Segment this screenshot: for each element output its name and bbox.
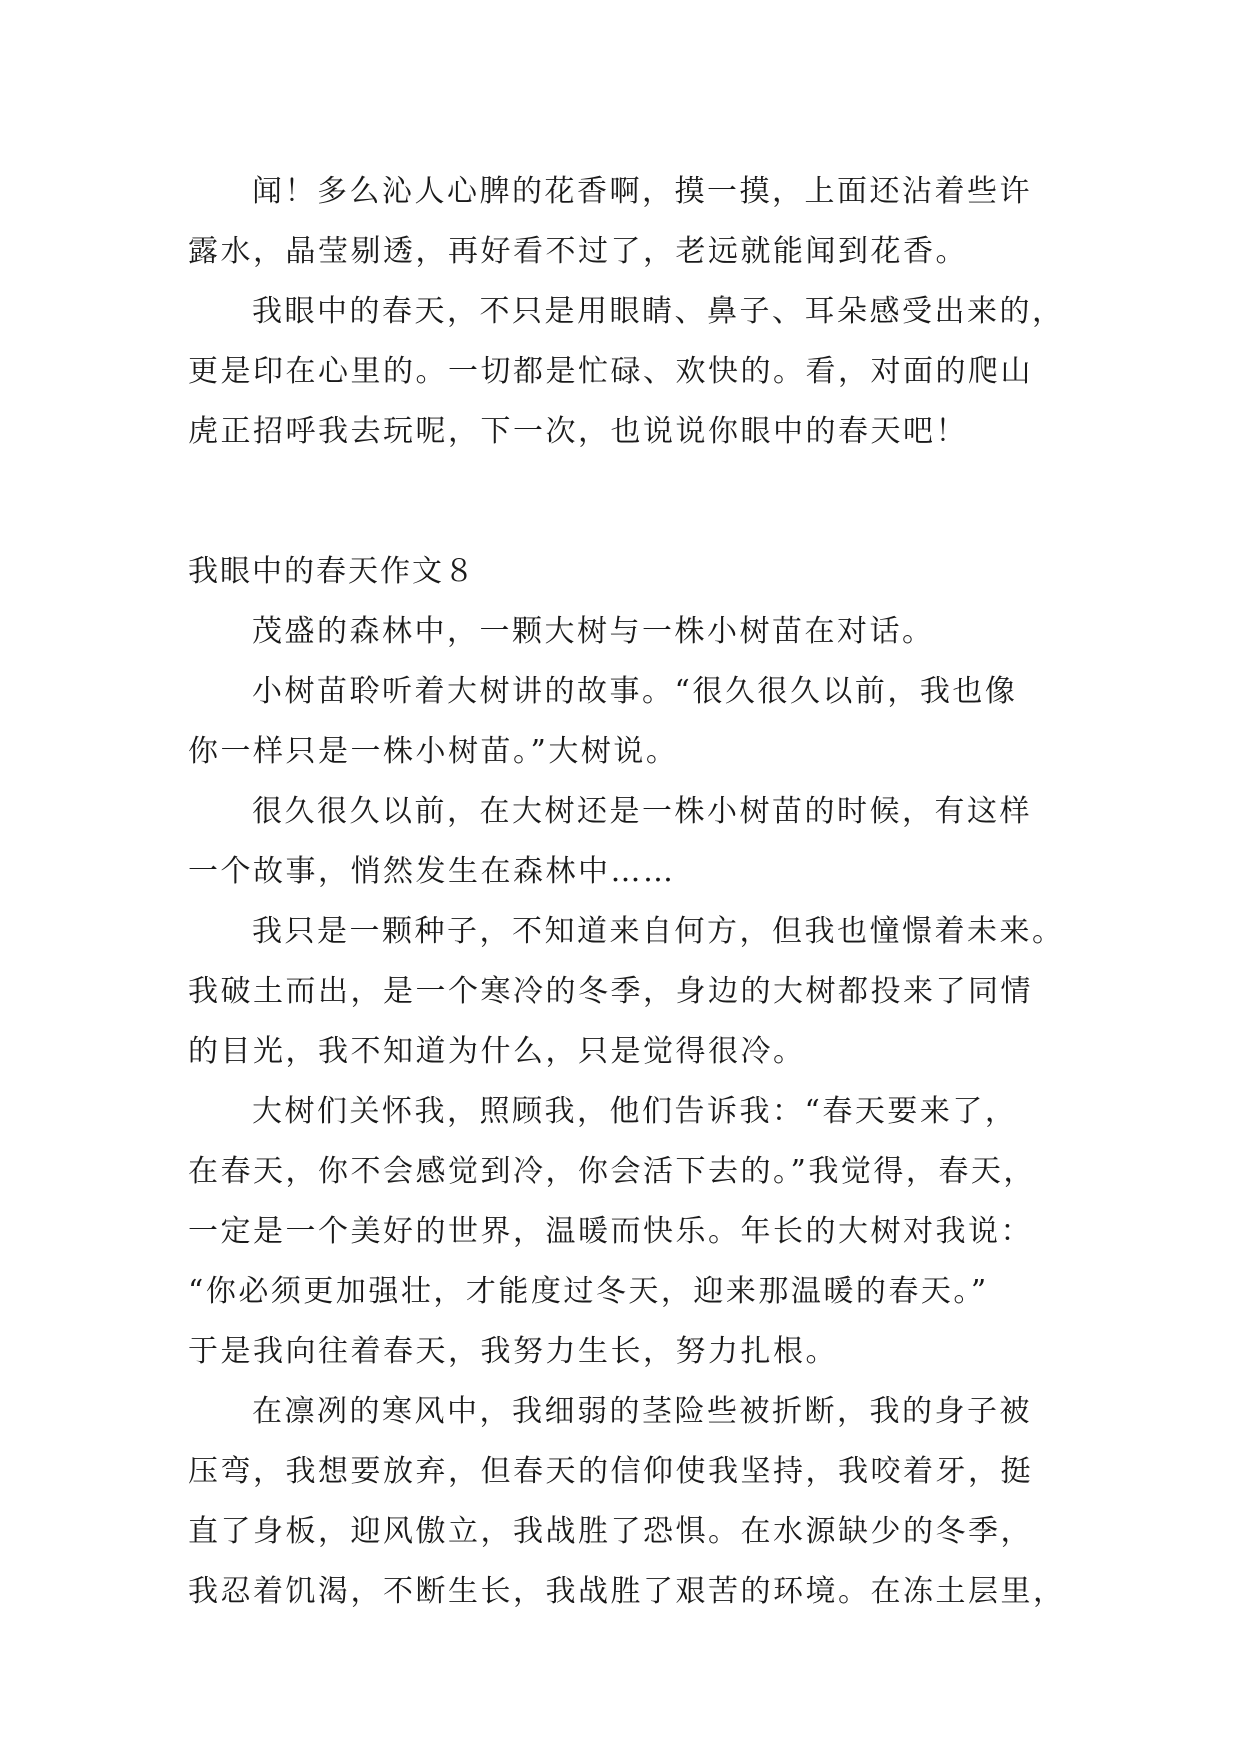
text-line: 我眼中的春天，不只是用眼睛、鼻子、耳朵感受出来的， bbox=[252, 294, 1065, 329]
text-line: 直了身板，迎风傲立，我战胜了恐惧。在水源缺少的冬季， bbox=[188, 1514, 1033, 1549]
text-line: 一个故事，悄然发生在森林中…… bbox=[188, 854, 676, 889]
text-line: 一定是一个美好的世界，温暖而快乐。年长的大树对我说： bbox=[188, 1214, 1033, 1249]
text-line: 在春天，你不会感觉到冷，你会活下去的。”我觉得，春天， bbox=[188, 1154, 1036, 1189]
text-line: 的目光，我不知道为什么，只是觉得很冷。 bbox=[188, 1034, 806, 1069]
text-line: 茂盛的森林中，一颗大树与一株小树苗在对话。 bbox=[252, 614, 935, 649]
text-line: “你必须更加强壮，才能度过冬天，迎来那温暖的春天。” bbox=[188, 1274, 989, 1309]
text-line: 更是印在心里的。一切都是忙碌、欢快的。看，对面的爬山 bbox=[188, 354, 1033, 389]
text-line: 你一样只是一株小树苗。”大树说。 bbox=[188, 734, 679, 769]
text-line: 压弯，我想要放弃，但春天的信仰使我坚持，我咬着牙，挺 bbox=[188, 1454, 1033, 1489]
text-line: 我只是一颗种子，不知道来自何方，但我也憧憬着未来。 bbox=[252, 914, 1065, 949]
text-line: 虎正招呼我去玩呢，下一次，也说说你眼中的春天吧！ bbox=[188, 414, 968, 449]
text-line: 我忍着饥渴，不断生长，我战胜了艰苦的环境。在冻土层里， bbox=[188, 1574, 1066, 1609]
text-line: 小树苗聆听着大树讲的故事。“很久很久以前，我也像 bbox=[252, 674, 1018, 709]
text-line: 我破土而出，是一个寒冷的冬季，身边的大树都投来了同情 bbox=[188, 974, 1033, 1009]
document-body bbox=[188, 162, 1068, 1622]
text-line: 闻！多么沁人心脾的花香啊，摸一摸，上面还沾着些许 bbox=[252, 174, 1032, 209]
text-line: 大树们关怀我，照顾我，他们告诉我：“春天要来了， bbox=[252, 1094, 1018, 1129]
section-title: 我眼中的春天作文８ bbox=[188, 554, 476, 589]
text-line: 露水，晶莹剔透，再好看不过了，老远就能闻到花香。 bbox=[188, 234, 968, 269]
text-line: 很久很久以前，在大树还是一株小树苗的时候，有这样 bbox=[252, 794, 1032, 829]
text-line: 在凛冽的寒风中，我细弱的茎险些被折断，我的身子被 bbox=[252, 1394, 1032, 1429]
text-line: 于是我向往着春天，我努力生长，努力扎根。 bbox=[188, 1334, 838, 1369]
